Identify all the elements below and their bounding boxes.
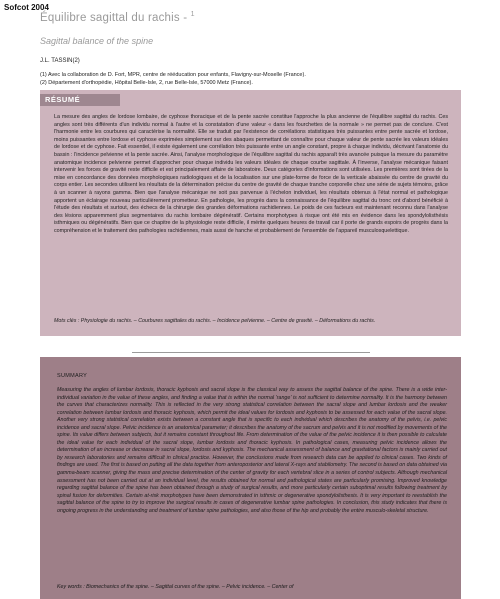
- affiliation-2: (2) Département d'orthopédie, Hôpital Belle-Isle, 2, rue Belle-Isle, 57000 Metz (France).: [40, 80, 253, 86]
- section-divider: [132, 352, 370, 353]
- summary-text: Measuring the angles of lumbar lordosis, thoracic kyphosis and sacral slope is the classical way to assess the sagittal balance of the spine. There is a wide inter-individual variation in the value of these angles, and finding a value that is within the normal 'range' is not sufficient to determine normality. It is the harmony between the curves that characterizes normality. This is reflected in the very strong statistical correlation between the sacral slope and lumbar lordosis and the weaker correlation between lumbar lordosis and thoracic kyphosis, which permit the ideal values for lordosis and kyphosis to be assessed for each value of the sacral slope. Another very strong statistical correlation exists between a constant angle that is specific to each individual which describes the anatomy of the pelvis, i.e. pelvic incidence and sacral slope. Pelvic incidence is an anatomical parameter; it describes the anatomy of the sacrum and pelvis and it is not modified by movements of the spine. Its value differs between subjects, but it remains constant throughout life. From determination of the value of the pelvic incidence it is then possible to calculate the ideal value for each individual of the sacral slope, lumbar lordosis and thoracic kyphosis. In pathological cases, measuring pelvic incidence allows the determination of an increase or decrease in sacral slope, lordosis and kyphosis. The mechanical assessment of balance and gravitational factors is mainly carried out by research laboratories and remains difficult in clinical practice. However, the conclusions made from research data can be applied to clinical cases. Two kinds of findings are used. The first is based on putting all the data together from anteroposterior and lateral X-rays and stabilometry. The second is based on data obtained via gamma-beam scanner, giving the mass and precise determination of the center of gravity for each vertebral slice in a series of control subjects. Although mechanical assessment has not been carried out at an individual level, the results obtained for normal and pathological states are particularly promising. Improved knowledge regarding sagittal balance of the spine has been obtained through a study of surgical results, and more particularly certain suboptimal results following treatment by spinal fusion for deformities. Certain at-risk morphotypes have been demonstrated in isthmic or degenerative spondylolisthesis. It is very important to reestablish the sagittal balance of the spine to try to improve the surgical results in cases of degenerative lumbar spine pathologies. In conclusion, this study indicates that there is ongoing progress in the understanding and treatment of lumbar spine pathologies, and also those of the hip and probably the entire musculo-skeletal structure.: [57, 387, 447, 514]
- article-subtitle: Sagittal balance of the spine: [40, 36, 154, 46]
- resume-box: [40, 90, 461, 336]
- resume-heading-bar: [40, 94, 120, 106]
- title-text: Équilibre sagittal du rachis -: [40, 11, 188, 24]
- resume-text: La mesure des angles de lordose lombaire, de cyphose thoracique et de la pente sacrée constitue l'approche la plus ancienne de l'équilibre sagittal du rachis. Ces angles sont très différents d'un individu normal à l'autre et la constatation d'une valeur « dans les fourchettes de la normale » ne permet pas de conclure. C'est l'harmonie entre les courbures qui caractérise la normalité. Elle se traduit par l'existence de corrélations statistiques très puissantes entre pente sacrée et lordose, moins puissantes entre lordose et cyphose exprimées simplement sur des abaques permettant de connaître pour chaque valeur de pente sacrée les valeurs idéales de lordose et de cyphose. Fait essentiel, il existe également une corrélation très puissante entre un angle constant, propre à chaque individu, décrivant l'anatomie du bassin : l'incidence pelvienne et la pente sacrée. Ainsi, l'analyse morphologique de l'équilibre sagittal du rachis apparaît très avancée puisque la mesure du paramètre anatomique incidence pelvienne permet d'approcher pour chaque individu les valeurs idéales de chaque courbe sagittale. À l'inverse, l'analyse mécanique faisant intervenir les forces de gravité reste difficile et est principalement affaire de laboratoire. Deux catégories d'informations sont utilisées. Les premières sont tirées de la mise en concordance des données morphologiques radiologiques et de la localisation sur une plate-forme de force de la verticale abaissée du centre de gravité du corps entier. Les secondes utilisent les résultats de la détermination précise du centre de gravité de chaque tranche corporelle chez une série de sujets témoins, grâce à un scanner à rayons gamma. Bien que l'analyse mécanique ne soit pas parvenue à l'échelon individuel, les résultats obtenus à l'état normal et pathologique apportent un éclairage nouveau particulièrement prometteur. En pathologie, les progrès dans la connaissance de l'équilibre sagittal du tronc ont d'abord bénéficié à l'étude des résultats et surtout, des échecs de la chirurgie des grandes déformations rachidiennes. Le poids de ces facteurs est maintenant reconnu dans l'analyse des lésions apparemment plus segmentaires du rachis lombaire dégénératif. Certains morphotypes à risque ont été mis en évidence dans les spondylolisthésis isthmiques ou dégénératifs. Bien que ce chapitre de la physiologie reste difficile, il mérite quelques heures de travail car il porte de grands espoirs de progrès dans la compréhension et le traitement des pathologies rachidiennes, mais aussi de hanche et probablement de l'ensemble de l'appareil musculosquelettique.: [54, 114, 448, 234]
- summary-box: [40, 357, 461, 599]
- resume-keywords: Mots clés : Physiologie du rachis. – Courbures sagittales du rachis. – Incidence pelvienne. – Centre de gravité. – Déformations du rachis.: [54, 318, 376, 324]
- affiliations: [40, 71, 480, 87]
- summary-heading: SUMMARY: [57, 373, 88, 379]
- resume-heading: RÉSUMÉ: [45, 95, 81, 104]
- journal-label: Sofcot 2004: [4, 3, 49, 12]
- article-title: [40, 11, 195, 24]
- summary-keywords: Key words : Biomechanics of the spine. – Sagittal curves of the spine. – Pelvic incidence. – Center of: [57, 584, 294, 590]
- title-footnote-mark: 1: [190, 11, 195, 18]
- authors-line: J.L. TASSIN(2): [40, 58, 80, 64]
- affiliation-1: (1) Avec la collaboration de D. Fort, MPR, centre de rééducation pour enfants, Flavigny-sur-Moselle (France).: [40, 72, 306, 78]
